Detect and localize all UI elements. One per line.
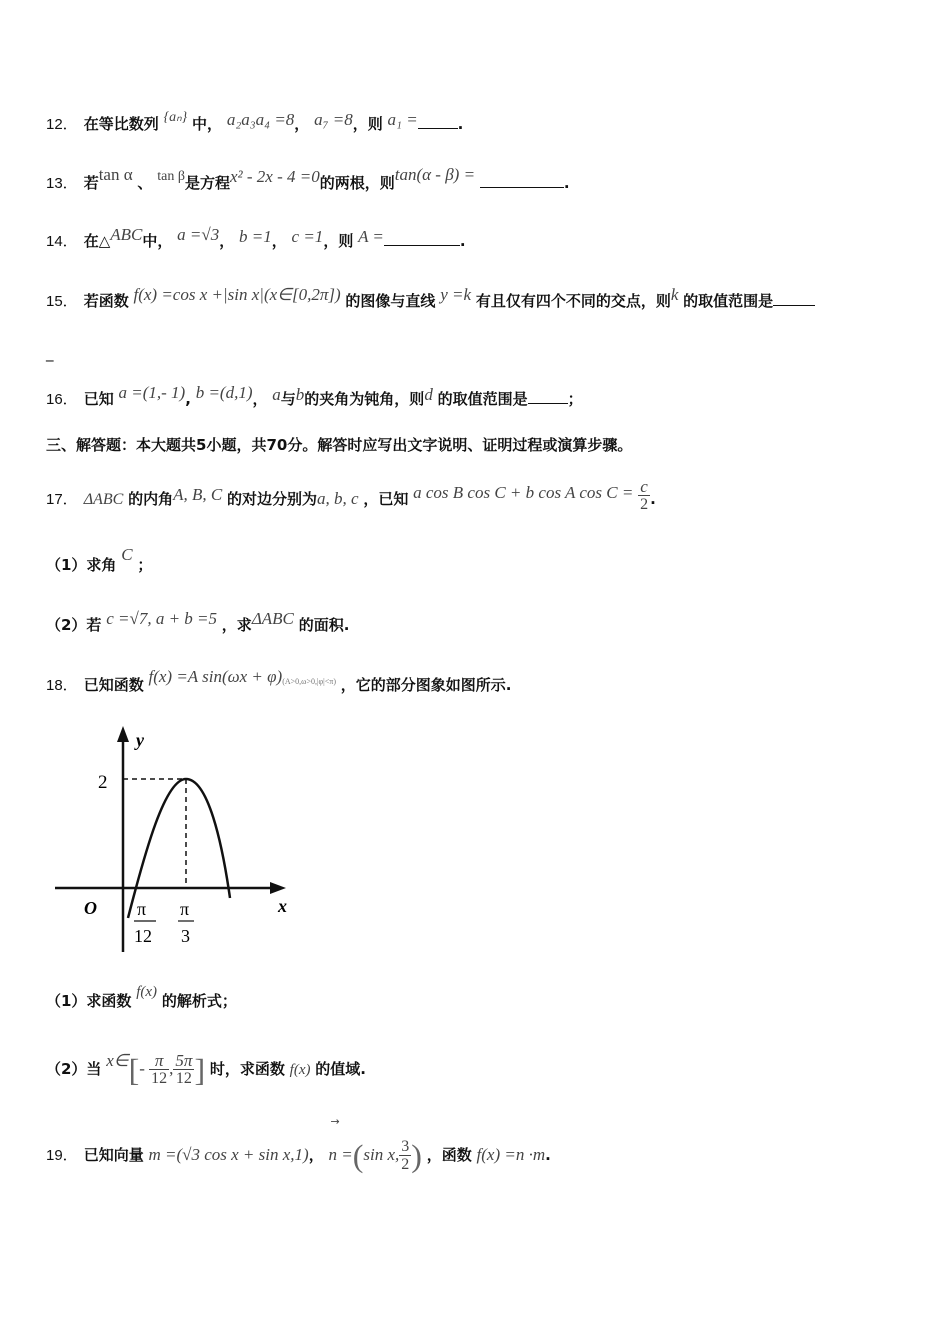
text: 已知 <box>83 390 114 408</box>
text: 的值域. <box>315 1060 366 1078</box>
numerator: c <box>638 478 650 496</box>
text: . <box>457 115 464 133</box>
text: ，已知 <box>363 490 409 508</box>
text: （2）若 <box>46 616 102 634</box>
math-equation: a₁ = <box>387 110 418 129</box>
text: 已知函数 <box>83 676 144 694</box>
math-equation: c =√7, a + b =5 <box>106 609 218 628</box>
question-17 <box>46 477 656 517</box>
bracket-left: [ <box>128 1051 140 1088</box>
answer-blank[interactable] <box>528 389 568 404</box>
answer-blank[interactable] <box>418 114 458 129</box>
text: ； <box>567 390 583 408</box>
text: 有且仅有四个不同的交点，则 <box>475 292 671 310</box>
text: . <box>650 490 656 508</box>
question-18-part-2: （2）当 x∈[- $\frac{\pi}{12}$ , $\frac{5\pi}{12}$ ] 时，求函数 f(x) 的值域. <box>46 1051 366 1088</box>
fraction-lower <box>149 1052 169 1087</box>
math-variable: d <box>424 385 433 404</box>
fraction <box>399 1138 411 1173</box>
question-number: 16． <box>46 391 78 408</box>
question-18-part-1 <box>46 984 237 1013</box>
math-equation: tan(α - β) = <box>394 165 476 184</box>
math-function: f(x) =A sin(ωx + φ) <box>148 667 283 686</box>
text: 的夹角为钝角，则 <box>304 390 425 408</box>
text: ，函数 <box>426 1146 472 1164</box>
math-vector: b =(d,1) <box>195 383 253 402</box>
tick-denominator-3: 3 <box>181 926 190 946</box>
text: 若函数 <box>83 292 129 310</box>
x-axis-arrow <box>270 882 286 894</box>
math-function: f(x) =n ·m <box>476 1145 546 1164</box>
math-equation: y =k <box>440 285 472 304</box>
question-15-continued <box>46 342 54 364</box>
math-vector-n <box>328 1115 353 1180</box>
sine-graph <box>50 722 300 962</box>
text: 的面积. <box>298 616 350 634</box>
numerator: π <box>149 1052 169 1070</box>
question-12 <box>46 110 464 137</box>
text: 时，求函数 <box>209 1060 285 1078</box>
y-axis-label: y <box>136 730 144 750</box>
question-number: 15． <box>46 293 78 310</box>
math-triangle: ΔABC <box>251 609 294 628</box>
math-sides: a, b, c <box>317 489 359 508</box>
text: ，它的部分图象如图所示. <box>340 676 512 694</box>
math-equation: a cos B cos C + b cos A cos C = <box>413 483 634 502</box>
math-triangle: ABC <box>110 225 143 244</box>
math-expression: x∈ <box>106 1051 129 1070</box>
tick-pi-numerator: π <box>180 899 190 919</box>
text: 的图像与直线 <box>345 292 436 310</box>
answer-blank[interactable] <box>384 231 460 246</box>
text: 在△ <box>83 232 111 250</box>
question-13 <box>46 165 570 196</box>
text: （1）求角 <box>46 556 117 574</box>
math-equation: x² - 2x - 4 =0 <box>229 167 320 186</box>
denominator: 12 <box>151 1070 168 1087</box>
max-value-label: 2 <box>98 772 108 793</box>
text: 与 <box>280 390 296 408</box>
sine-curve <box>128 779 230 918</box>
text: 是方程 <box>184 174 230 192</box>
math-equation: A = <box>358 227 384 246</box>
text: 、 <box>137 174 153 192</box>
text: 的对边分别为 <box>226 490 317 508</box>
math-triangle: ΔABC <box>83 491 124 508</box>
bracket-right: ] <box>194 1051 206 1088</box>
denominator: 2 <box>640 496 649 513</box>
numerator: 3 <box>401 1138 410 1155</box>
question-number: 17． <box>46 491 78 508</box>
math-condition: (A>0,ω>0,|φ|<π) <box>282 677 336 686</box>
paren-left: ( <box>352 1137 364 1174</box>
text: ； <box>137 556 153 574</box>
tick-denominator-12: 12 <box>134 926 152 946</box>
text: 的取值范围是 <box>437 390 528 408</box>
x-axis-label: x <box>278 896 287 916</box>
numerator: 5π <box>175 1051 193 1070</box>
question-17-part-2 <box>46 609 350 636</box>
math-equation: c =1 <box>291 227 324 246</box>
question-18 <box>46 667 512 699</box>
question-14: 14． 在△ABC中， a =√3， b =1， c =1，则 A = . <box>46 225 466 250</box>
question-number: 19． <box>46 1147 78 1164</box>
text: ，则 <box>352 115 383 133</box>
text: 在等比数列 <box>83 115 159 133</box>
text: . <box>459 232 466 250</box>
answer-blank-continued[interactable]: _ <box>46 344 54 362</box>
math-expression: sin x, <box>363 1145 400 1164</box>
text: ， <box>308 1146 324 1164</box>
math-vector-m: m =(√3 cos x + sin x,1) <box>148 1145 309 1164</box>
math-equation: b =1 <box>239 227 272 246</box>
fraction <box>638 478 650 513</box>
math-equation: a₇ =8 <box>314 110 353 129</box>
math-variable: k <box>670 285 679 304</box>
denominator: 2 <box>401 1156 410 1173</box>
question-number: 13． <box>46 175 78 192</box>
tick-pi-numerator: π <box>137 899 147 919</box>
text: . <box>545 1146 551 1164</box>
text: 已知向量 <box>83 1146 144 1164</box>
text: （2）当 <box>46 1060 102 1078</box>
math-angles: A, B, C <box>173 485 223 504</box>
origin-label: O <box>84 898 97 918</box>
math-expression: tan β <box>157 169 185 184</box>
paren-right: ) <box>411 1137 422 1174</box>
text: 的解析式； <box>161 992 237 1010</box>
question-15 <box>46 285 815 313</box>
math-variable: n = <box>328 1145 353 1164</box>
question-16: 16． 已知 a =(1,- 1), b =(d,1)， a与b的夹角为钝角，则d 的取值范围是 ； <box>46 383 583 408</box>
math-equation: a₂a₃a₄ =8 <box>226 110 295 129</box>
vector-arrow: → <box>330 1115 340 1128</box>
text: 中， <box>142 232 173 250</box>
text: . <box>563 174 570 192</box>
denominator: 12 <box>175 1070 192 1087</box>
question-17-part-1 <box>46 545 153 576</box>
question-number: 18． <box>46 677 78 694</box>
text: ，则 <box>323 232 354 250</box>
math-function: f(x) <box>289 1062 311 1078</box>
text: 若 <box>83 174 99 192</box>
text: （1）求函数 <box>46 992 132 1010</box>
y-axis-arrow <box>117 726 129 742</box>
section-heading: 三、解答题：本大题共5小题，共70分。解答时应写出文字说明、证明过程或演算步骤。 <box>46 436 633 454</box>
question-number: 12． <box>46 116 78 133</box>
math-function: f(x) =cos x +|sin x|(x∈[0,2π]) <box>133 285 341 304</box>
math-sequence: {aₙ} <box>163 110 188 125</box>
answer-blank[interactable] <box>480 173 564 188</box>
text: 的两根，则 <box>319 174 395 192</box>
math-variable: a <box>272 385 281 404</box>
math-variable: C <box>121 545 133 564</box>
answer-blank[interactable] <box>773 291 815 306</box>
math-variable: b <box>295 385 305 404</box>
fraction-upper <box>173 1052 194 1087</box>
text: 的取值范围是 <box>683 292 774 310</box>
math-expression: tan α <box>98 165 133 184</box>
text: ，求 <box>221 616 252 634</box>
text: 中， <box>192 115 223 133</box>
question-number: 14． <box>46 233 78 250</box>
question-19 <box>46 1115 551 1181</box>
math-equation: a =√3 <box>177 225 220 244</box>
text: 的内角 <box>128 490 174 508</box>
text: ， <box>294 115 310 133</box>
math-vector: a =(1,- 1) <box>118 383 186 402</box>
math-function: f(x) <box>136 984 158 1000</box>
